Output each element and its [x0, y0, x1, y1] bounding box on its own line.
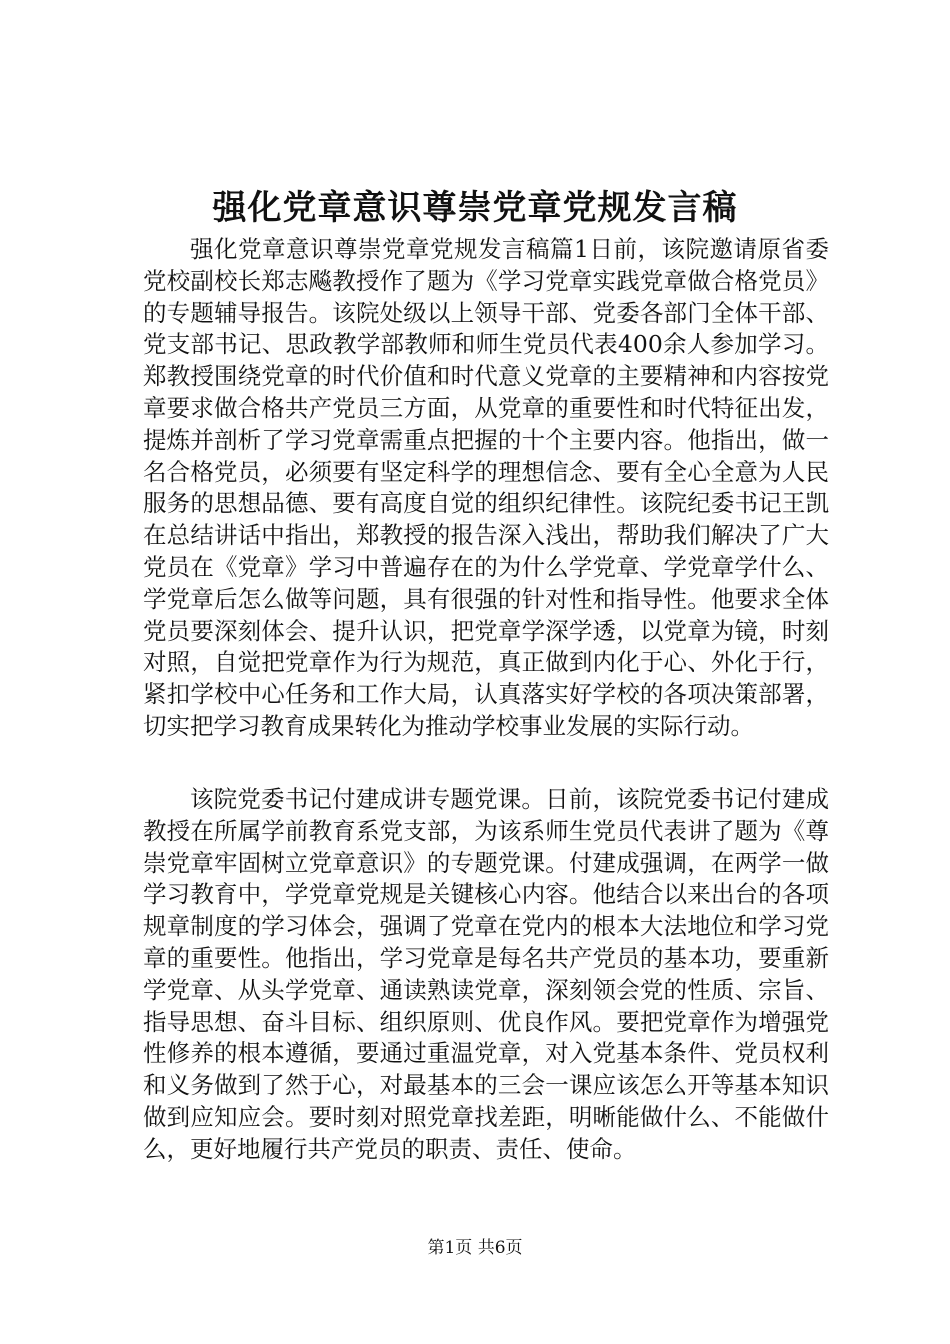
- document-title: 强化党章意识尊崇党章党规发言稿: [212, 188, 738, 228]
- page-footer: 第1页 共6页: [427, 1238, 523, 1258]
- paragraph-2: 该院党委书记付建成讲专题党课。日前，该院党委书记付建成教授在所属学前教育系党支部，为该系师生党员代表讲了题为《尊崇党章牢固树立党章意识》的专题党课。付建成强调，在两学一做学习教育中，学党章党规是关键核心内容。他结合以来出台的各项规章制度的学习体会，强调了党章在党内的根本大法地位和学习党章的重要性。他指出，学习党章是每名共产党员的基本功，要重新学党章、从头学党章、通读熟读党章，深刻领会党的性质、宗旨、指导思想、奋斗目标、组织原则、优良作风。要把党章作为增强党性修养的根本遵循，要通过重温党章，对入党基本条件、党员权利和义务做到了然于心，对最基本的三会一课应该怎么开等基本知识做到应知应会。要时刻对照党章找差距，明晰能做什么、不能做什么，更好地履行共产党员的职责、责任、使命。: [143, 785, 829, 1163]
- paragraph-1: 强化党章意识尊崇党章党规发言稿篇1日前，该院邀请原省委党校副校长郑志飚教授作了题为《学习党章实践党章做合格党员》的专题辅导报告。该院处级以上领导干部、党委各部门全体干部、党支部书记、思政教学部教师和师生党员代表400余人参加学习。郑教授围绕党章的时代价值和时代意义党章的主要精神和内容按党章要求做合格共产党员三方面，从党章的重要性和时代特征出发，提炼并剖析了学习党章需重点把握的十个主要内容。他指出，做一名合格党员，必须要有坚定科学的理想信念、要有全心全意为人民服务的思想品德、要有高度自觉的组织纪律性。该院纪委书记王凯在总结讲话中指出，郑教授的报告深入浅出，帮助我们解决了广大党员在《党章》学习中普遍存在的为什么学党章、学党章学什么、学党章后怎么做等问题，具有很强的针对性和指导性。他要求全体党员要深刻体会、提升认识，把党章学深学透，以党章为镜，时刻对照，自觉把党章作为行为规范，真正做到内化于心、外化于行，紧扣学校中心任务和工作大局，认真落实好学校的各项决策部署，切实把学习教育成果转化为推动学校事业发展的实际行动。: [143, 235, 829, 740]
